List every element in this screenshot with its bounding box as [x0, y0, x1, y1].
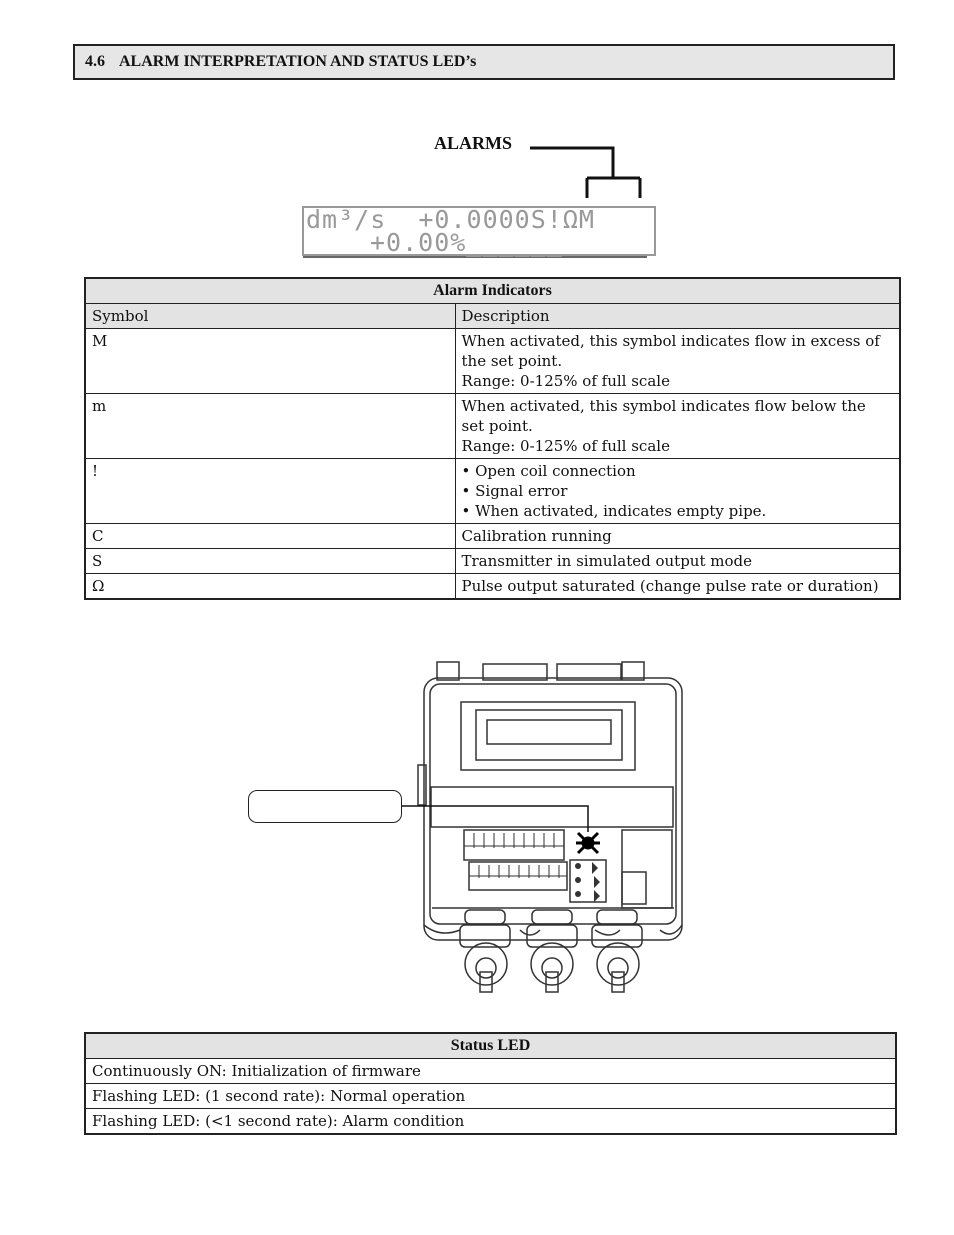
table-row: [85, 1084, 896, 1109]
status-table-title: Status LED: [85, 1033, 896, 1059]
alarm-description: [455, 459, 900, 524]
alarm-description: [455, 394, 900, 459]
transmitter-housing-drawing: [245, 655, 695, 1005]
alarm-description: Calibration running: [455, 524, 900, 549]
alarm-symbol: S: [85, 549, 455, 574]
table-row: [85, 524, 900, 549]
description-line: • Open coil connection: [461, 462, 636, 480]
section-number: 4.6: [85, 53, 105, 70]
table-row: [85, 329, 900, 394]
lcd-line1: dm³/s +0.0000S!ΩM: [306, 205, 595, 234]
status-row: Flashing LED: (1 second rate): Normal operation: [85, 1084, 896, 1109]
alarm-symbol: C: [85, 524, 455, 549]
alarm-description: Transmitter in simulated output mode: [455, 549, 900, 574]
description-line: Range: 0-125% of full scale: [461, 437, 670, 455]
alarm-symbol: !: [85, 459, 455, 524]
alarm-indicators-table: [84, 277, 901, 600]
description-line: When activated, this symbol indicates flow below the set point.: [461, 397, 866, 435]
description-line: • When activated, indicates empty pipe.: [461, 502, 767, 520]
table-row: [85, 1109, 896, 1135]
status-led-icon: [576, 833, 600, 853]
status-row: Continuously ON: Initialization of firmware: [85, 1059, 896, 1084]
lcd-line2: +0.00%______: [370, 228, 563, 257]
section-title: ALARM INTERPRETATION AND STATUS LED’s: [119, 53, 477, 70]
alarm-description: Pulse output saturated (change pulse rate or duration): [455, 574, 900, 600]
alarm-symbol: M: [85, 329, 455, 394]
section-header: [73, 44, 895, 80]
table-row: [85, 394, 900, 459]
alarm-description: [455, 329, 900, 394]
table-row: [85, 1059, 896, 1084]
alarm-symbol: Ω: [85, 574, 455, 600]
description-line: • Signal error: [461, 482, 568, 500]
status-led-callout: [248, 790, 402, 823]
table-row: [85, 459, 900, 524]
symbol-column-header: Symbol: [85, 304, 455, 329]
description-line: When activated, this symbol indicates flow in excess of the set point.: [461, 332, 880, 370]
table-row: [85, 549, 900, 574]
status-led-table: [84, 1032, 897, 1135]
alarm-symbol: m: [85, 394, 455, 459]
status-row: Flashing LED: (<1 second rate): Alarm condition: [85, 1109, 896, 1135]
description-line: Range: 0-125% of full scale: [461, 372, 670, 390]
alarms-label: ALARMS: [434, 133, 513, 153]
lcd-display-figure: [300, 140, 660, 262]
table-row: [85, 574, 900, 600]
description-column-header: Description: [455, 304, 900, 329]
alarm-table-title: Alarm Indicators: [85, 278, 900, 304]
